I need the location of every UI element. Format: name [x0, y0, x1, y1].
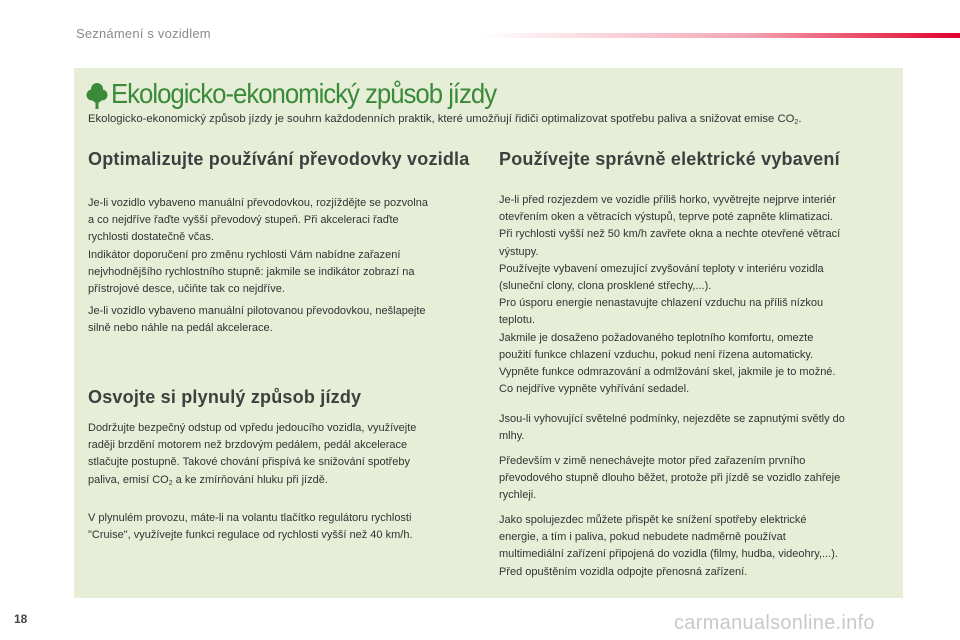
paragraph-pilot-gearbox: Je-li vozidlo vybaveno manuální pilotovanou převodovkou, nešlapejte silně nebo náhle na pedál akcelerace.: [88, 305, 426, 335]
heading-smooth-driving: Osvojte si plynulý způsob jízdy: [88, 387, 362, 407]
page-header: Seznámení s vozidlem: [76, 26, 211, 41]
header-accent-rule: [480, 33, 960, 38]
paragraph-gearbox: Je-li vozidlo vybaveno manuální převodovkou, rozjíždějte se pozvolna a co nejdříve řaďte vyšší převodový stupeň. Při akceleraci řaďte rychlosti dostatečně včas. Indikátor doporučení pro změnu rychlosti Vám nabídne zařazení nejvhodnějšího rychlostního stupně: jakmile se indikátor zobrazí na přístrojové desce, učiňte tak co nejdříve.: [88, 197, 428, 296]
paragraph-winter-idle: Především v zimě nenechávejte motor před zařazením prvního převodového stupně dlouho běžet, protože při jízdě se vozidlo zahřeje rychleji.: [499, 455, 841, 502]
paragraph-climate: Je-li před rozjezdem ve vozidle příliš horko, vyvětrejte nejprve interiér otevřením oken a větracích výstupů, teprve poté zapněte klimatizaci. Při rychlosti vyšší než 50 km/h zavřete okna a nechte otevřené větrací výstupy. Používejte vybavení omezující zvyšování teploty v interiéru vozidla (sluneční clony, clona prosklené střechy,...). Pro úsporu energie nenastavujte chlazení vzduchu na příliš nízkou teplotu. Jakmile je dosaženo požadovaného teplotního komfortu, omezte použití funkce chlazení vzduchu, pokud není řízena automaticky. Vypněte funkce odmrazování a odmlžování skel, jakmile je to možné. Co nejdříve vypněte vyhřívání sedadel.: [499, 194, 841, 396]
heading-gearbox: Optimalizujte používání převodovky vozidla: [88, 149, 470, 169]
section-title: Ekologicko-ekonomický způsob jízdy: [111, 78, 497, 109]
section-intro: Ekologicko-ekonomický způsob jízdy je souhrn každodenních praktik, které umožňují řidiči optimalizovat spotřebu paliva a snižovat emise $CO_2$.: [88, 113, 802, 126]
watermark: carmanualsonline.info: [674, 612, 875, 634]
page-number: 18: [14, 612, 28, 626]
paragraph-fog-lights: Jsou-li vyhovující světelné podmínky, nejezděte se zapnutými světly do mlhy.: [499, 413, 845, 443]
paragraph-passenger: Jako spolujezdec můžete přispět ke snížení spotřeby elektrické energie, a tím i paliva, pokud nebudete nadměrně používat multimediální zařízení připojená do vozidla (filmy, hudba, videohry,...). Před opuštěním vozidla odpojte přenosná zařízení.: [499, 514, 838, 578]
heading-electrical: Používejte správně elektrické vybavení: [499, 149, 840, 169]
paragraph-smooth-driving: Dodržujte bezpečný odstup od vpředu jedoucího vozidla, využívejte raději brzdění motorem než brzdovým pedálem, pedál akcelerace stlačujte postupně. Takové chování přispívá ke snižování spotřeby paliva, emisí $CO_2$ a ke zmírňování hluku při jízdě.: [88, 422, 417, 487]
tree-leaf-icon: [86, 82, 108, 110]
paragraph-cruise: V plynulém provozu, máte-li na volantu tlačítko regulátoru rychlosti "Cruise", využívejte funkci regulace od rychlosti vyšší než 40 km/h.: [88, 512, 413, 542]
